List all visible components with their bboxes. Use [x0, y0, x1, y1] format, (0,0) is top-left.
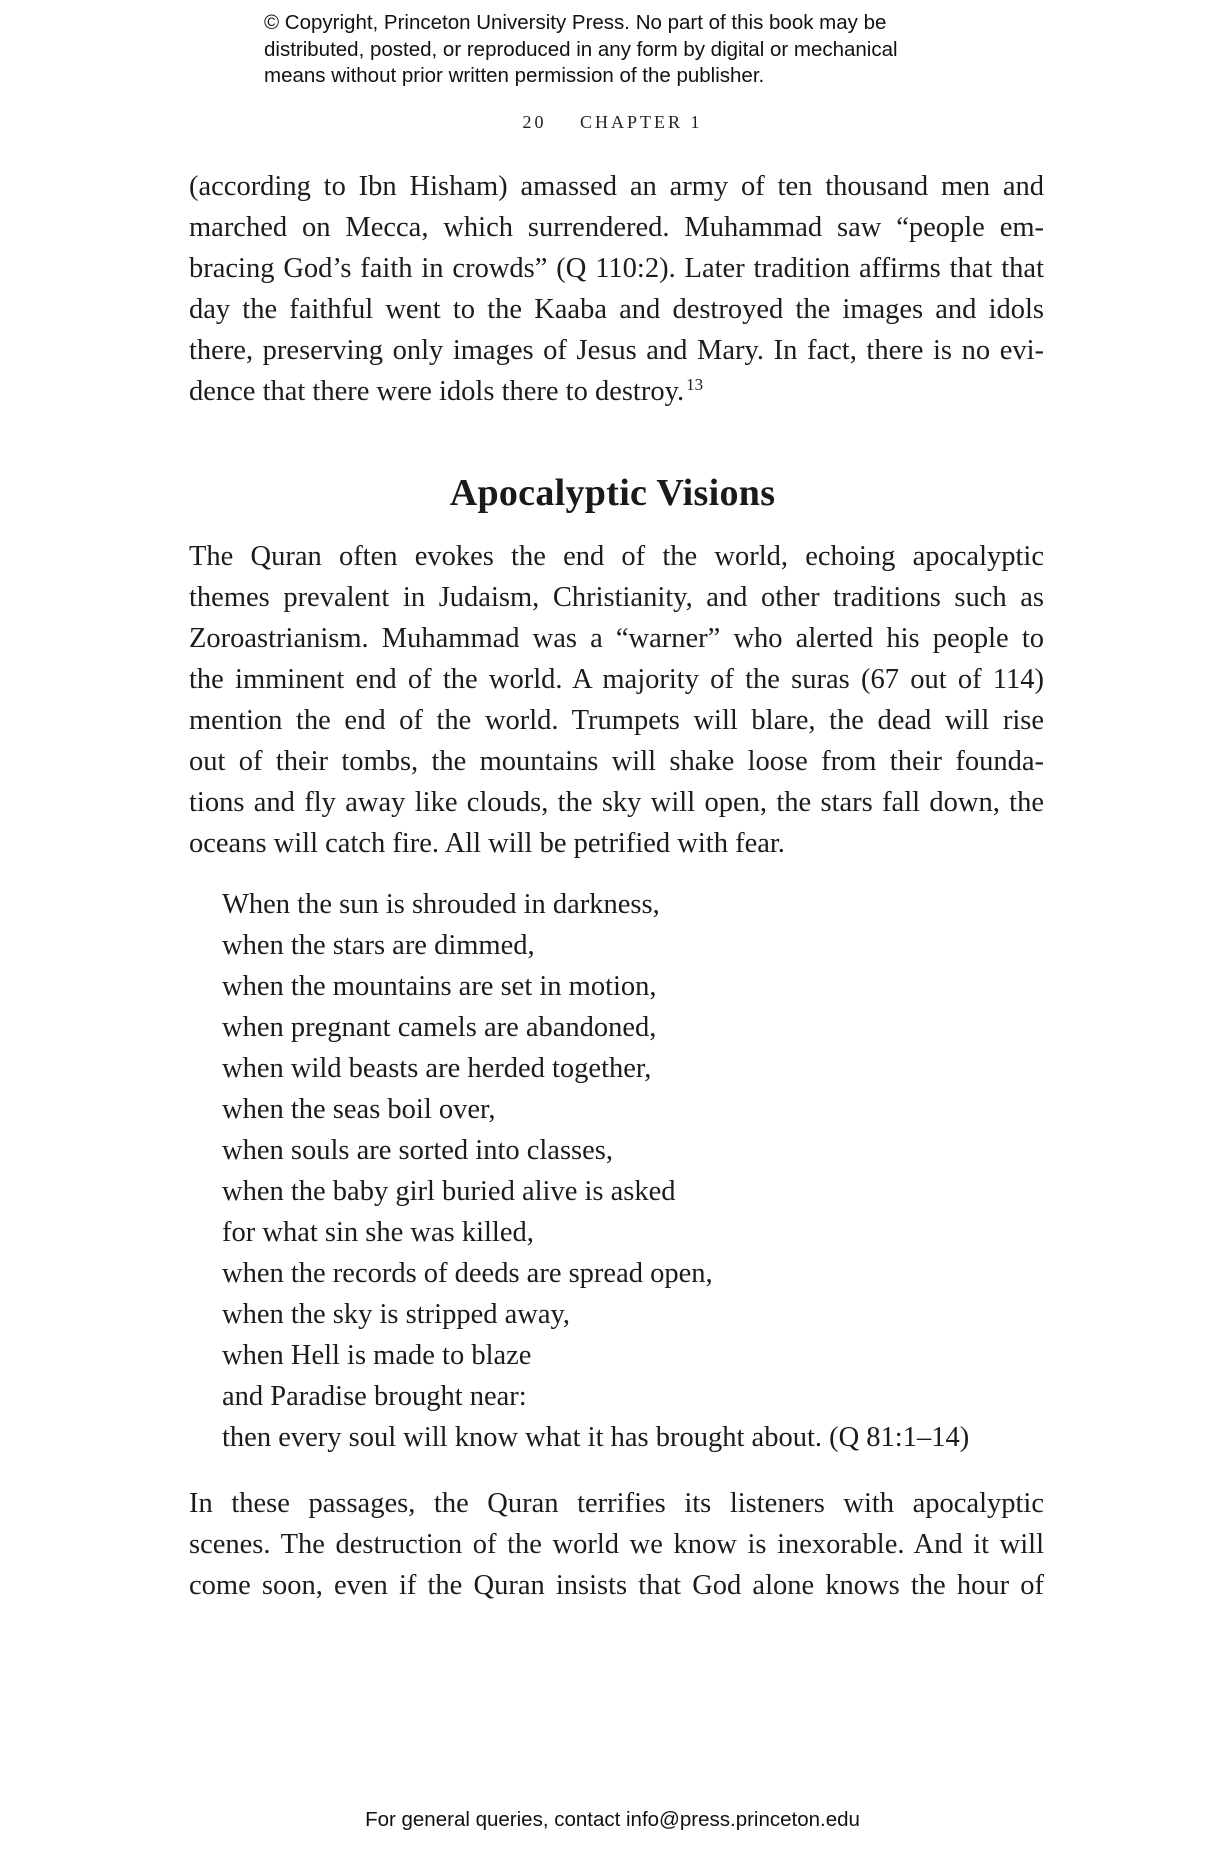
- text-line: out of their tombs, the mountains will shake loose from their founda-: [189, 746, 1044, 777]
- text-line: tions and fly away like clouds, the sky will open, the stars fall down, the: [189, 787, 1044, 818]
- verse-line: when the seas boil over,: [222, 1094, 496, 1125]
- text-line: In these passages, the Quran terrifies its listeners with apocalyptic: [189, 1488, 1044, 1519]
- chapter-label: CHAPTER 1: [579, 112, 703, 132]
- section-heading: Apocalyptic Visions: [449, 472, 776, 514]
- verse-line: when the baby girl buried alive is asked: [222, 1176, 676, 1207]
- paragraph-3: [189, 1483, 1044, 1606]
- verse-line: when wild beasts are herded together,: [222, 1053, 652, 1084]
- verse-line: when Hell is made to blaze: [222, 1340, 532, 1371]
- verse-line: when the mountains are set in motion,: [222, 971, 657, 1002]
- text-line: come soon, even if the Quran insists that God alone knows the hour of: [189, 1570, 1044, 1601]
- verse-line: when the stars are dimmed,: [222, 930, 535, 961]
- text-line-last: [189, 371, 1044, 412]
- verse-line: for what sin she was killed,: [222, 1217, 534, 1248]
- footnote-reference[interactable]: 13: [686, 374, 704, 394]
- text-line: scenes. The destruction of the world we know is inexorable. And it will: [189, 1529, 1044, 1560]
- text-line: Zoroastrianism. Muhammad was a “warner” who alerted his people to: [189, 623, 1044, 654]
- verse-line: when the sky is stripped away,: [222, 1299, 570, 1330]
- verse-line: and Paradise brought near:: [222, 1381, 527, 1412]
- text-line: bracing God’s faith in crowds” (Q 110:2). Later tradition affirms that that: [189, 253, 1044, 284]
- verse-line: when pregnant camels are abandoned,: [222, 1012, 657, 1043]
- text-line: mention the end of the world. Trumpets will blare, the dead will rise: [189, 705, 1044, 736]
- text-line: The Quran often evokes the end of the world, echoing apocalyptic: [189, 541, 1044, 572]
- quran-verse-quote: [222, 884, 1042, 1458]
- text-line: marched on Mecca, which surrendered. Muhammad saw “people em-: [189, 212, 1044, 243]
- paragraph-2: [189, 536, 1044, 864]
- copyright-line: means without prior written permission of the publisher.: [264, 64, 765, 87]
- copyright-notice: [264, 10, 1024, 90]
- text-line: there, preserving only images of Jesus and Mary. In fact, there is no evi-: [189, 335, 1044, 366]
- copyright-line: © Copyright, Princeton University Press. No part of this book may be: [264, 11, 887, 34]
- text-line: the imminent end of the world. A majority of the suras (67 out of 114): [189, 664, 1044, 695]
- running-head: [0, 112, 1225, 133]
- footer-contact: For general queries, contact info@press.princeton.edu: [365, 1808, 860, 1831]
- verse-line: When the sun is shrouded in darkness,: [222, 889, 660, 920]
- verse-line: then every soul will know what it has brought about. (Q 81:1–14): [222, 1422, 970, 1453]
- verse-line: when souls are sorted into classes,: [222, 1135, 613, 1166]
- text-line: (according to Ibn Hisham) amassed an army of ten thousand men and: [189, 171, 1044, 202]
- text-line: day the faithful went to the Kaaba and destroyed the images and idols: [189, 294, 1044, 325]
- copyright-line: distributed, posted, or reproduced in any form by digital or mechanical: [264, 37, 898, 61]
- text-line: themes prevalent in Judaism, Christianity, and other traditions such as: [189, 582, 1044, 613]
- text-line: dence that there were idols there to destroy.: [189, 376, 685, 407]
- paragraph-1: [189, 166, 1044, 412]
- verse-line: when the records of deeds are spread open,: [222, 1258, 713, 1289]
- text-line: oceans will catch fire. All will be petrified with fear.: [189, 828, 785, 859]
- page-number: 20: [522, 112, 547, 132]
